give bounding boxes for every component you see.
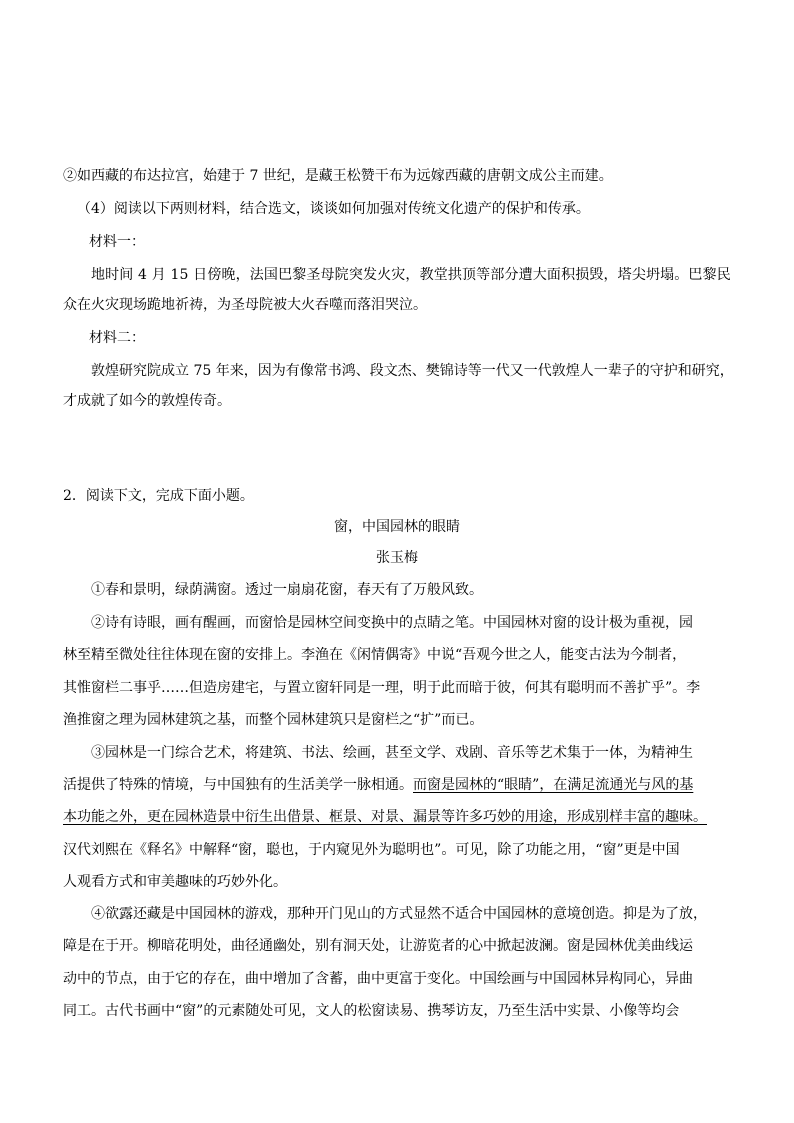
- paragraph-2-line-1: ②诗有诗眼，画有醒画，而窗恰是园林空间变换中的点睛之笔。中国园林对窗的设计极为重视，园: [91, 615, 693, 631]
- material-1-line-1: 地时间 4 月 15 日傍晚，法国巴黎圣母院突发火灾，教堂拱顶等部分遭大面积损毁，塔尖坍塌。巴黎民: [91, 267, 731, 283]
- material-2-line-1: 敦煌研究院成立 75 年来，因为有像常书鸿、段文杰、樊锦诗等一代又一代敦煌人一辈子的守护和研究，: [91, 363, 734, 379]
- paragraph-3-line-2-plain: 活提供了特殊的情境，与中国独有的生活美学一脉相通。: [63, 777, 413, 793]
- article-author: 张玉梅: [376, 550, 418, 566]
- paragraph-4-line-4: 同工。古代书画中“窗”的元素随处可见，文人的松窗读易、携琴访友，乃至生活中实景、小像等均会: [63, 1003, 680, 1019]
- article-title: 窗，中国园林的眼睛: [334, 519, 460, 535]
- question-2-prompt: 2．阅读下文，完成下面小题。: [63, 488, 254, 504]
- example-line: ②如西藏的布达拉宫，始建于 7 世纪，是藏王松赞干布为远嫁西藏的唐朝文成公主而建。: [63, 168, 613, 184]
- material-2-line-2: 才成就了如今的敦煌传奇。: [63, 393, 231, 409]
- material-1-label: 材料一：: [89, 234, 145, 250]
- paragraph-4-line-2: 障是在于开。柳暗花明处，曲径通幽处，别有洞天处，让游览者的心中掀起波澜。窗是园林优美曲线运: [63, 938, 693, 954]
- paragraph-3-line-5: 人观看方式和审美趣味的巧妙外化。: [63, 874, 287, 890]
- paragraph-2-line-3: 其惟窗栏二事乎……但造房建宅，与置立窗轩同是一理，明于此而暗于彼，何其有聪明而不善扩乎”。李: [63, 680, 701, 696]
- paragraph-4-line-1: ④欲露还藏是中国园林的游戏，那种开门见山的方式显然不适合中国园林的意境创造。抑是为了放，: [91, 906, 707, 922]
- paragraph-2-line-4: 渔推窗之理为园林建筑之基，而整个园林建筑只是窗栏之“扩”而已。: [63, 712, 484, 728]
- underlined-sentence-start: 而窗是园林的“眼睛”，在满足流通光与风的基: [413, 777, 694, 793]
- paragraph-2-line-2: 林至精至微处往往体现在窗的安排上。李渔在《闲情偶寄》中说“吾观今世之人，能变古法为今制者，: [63, 647, 687, 663]
- paragraph-4-line-3: 动中的节点，由于它的存在，曲中增加了含蓄，曲中更富于变化。中国绘画与中国园林异构同心，异曲: [63, 971, 693, 987]
- paragraph-3-line-1: ③园林是一门综合艺术，将建筑、书法、绘画，甚至文学、戏剧、音乐等艺术集于一体，为精神生: [91, 745, 693, 761]
- material-1-line-2: 众在火灾现场跪地祈祷，为圣母院被大火吞噬而落泪哭泣。: [63, 297, 427, 313]
- paragraph-3-line-2: [63, 775, 693, 795]
- question-4-prompt: （4）阅读以下两则材料，结合选文，谈谈如何加强对传统文化遗产的保护和传承。: [77, 201, 590, 217]
- material-2-label: 材料二：: [89, 330, 145, 346]
- paragraph-1: ①春和景明，绿荫满窗。透过一扇扇花窗，春天有了万般风致。: [91, 582, 483, 598]
- underlined-sentence-end: 本功能之外，更在园林造景中衍生出借景、框景、对景、漏景等许多巧妙的用途，形成别样丰富的趣味。: [63, 809, 707, 825]
- paragraph-3-line-4: 汉代刘熙在《释名》中解释“窗，聪也，于内窥见外为聪明也”。可见，除了功能之用，“窗”更是中国: [63, 842, 680, 858]
